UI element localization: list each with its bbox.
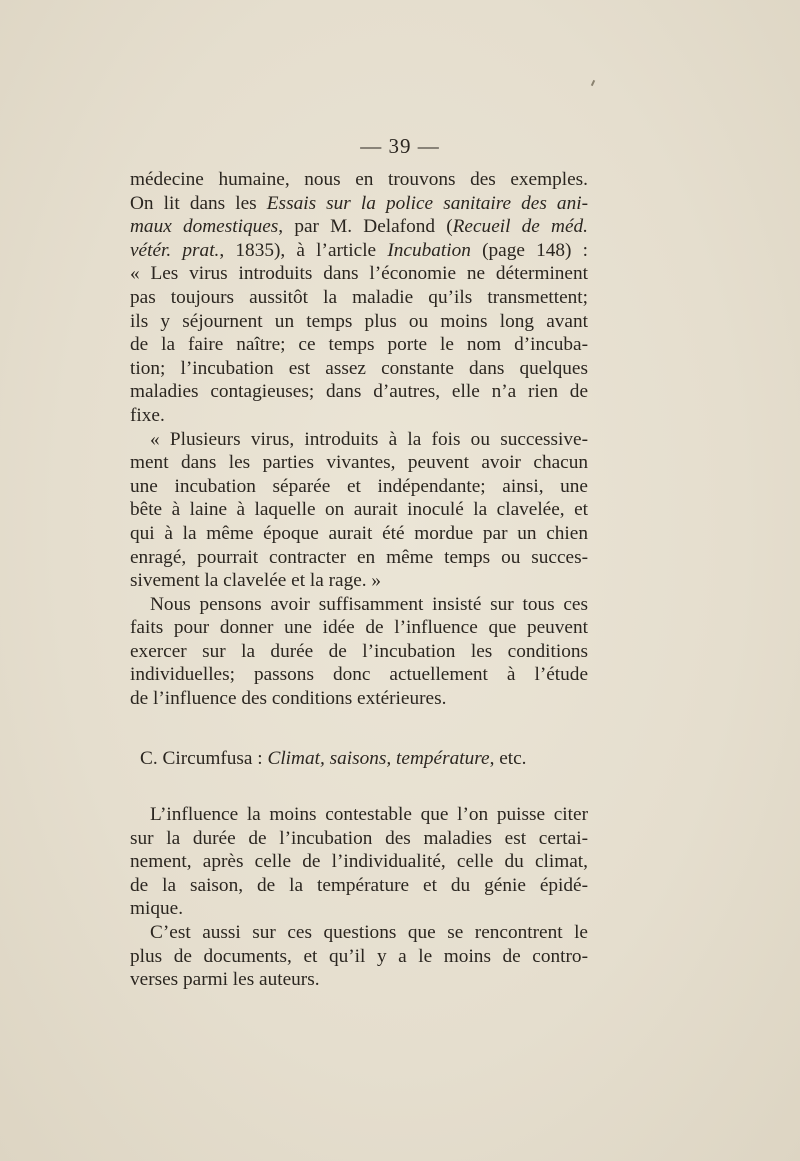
italic-text: Essais sur la police sanitaire des ani- [266,192,588,214]
text-line: sur la durée de l’incubation des maladies est certai- [130,827,588,849]
text-run: , par M. Delafond ( [278,216,453,238]
text-line: qui à la même époque aurait été mordue par un chien [130,522,588,544]
paragraphs-lower [130,803,588,992]
text-line: une incubation séparée et indépendante; ainsi, une [130,475,588,497]
text-line: Nous pensons avoir suffisamment insisté sur tous ces [150,593,588,615]
italic-text: Incubation [387,239,471,261]
text-line: nement, après celle de l’individualité, celle du climat, [130,851,588,873]
text-line: maladies contagieuses; dans d’autres, elle n’a rien de [130,381,588,403]
page-number: — 39 — [360,134,440,158]
section-heading [140,748,527,770]
text-line: pas toujours aussitôt la maladie qu’ils transmettent; [130,286,588,308]
text-line: plus de documents, et qu’il y a le moins de contro- [130,945,588,967]
text-line [130,215,588,239]
text-line: de la saison, de la température et du génie épidé- [130,874,588,896]
text-line: verses parmi les auteurs. [130,969,320,991]
text-run: (page 148) : [470,239,588,261]
italic-text: Recueil de méd. [452,216,588,238]
text-run: On lit dans les [130,192,267,214]
text-line: ment dans les parties vivantes, peuvent avoir chacun [130,452,588,474]
italic-text: maux domestiques [130,216,279,238]
text-line: « Les virus introduits dans l’économie ne déterminent [130,263,588,285]
text-line: bête à laine à laquelle on aurait inoculé la clavelée, et [130,499,588,521]
text-line: mique. [130,898,184,920]
text-line: fixe. [130,404,165,426]
heading-italic: Climat, saisons, température [267,748,490,769]
text-line: de la faire naître; ce temps porte le nom d’incuba- [130,334,588,356]
text-line: ils y séjournent un temps plus ou moins long avant [130,310,588,332]
text-line: « Plusieurs virus, introduits à la fois ou successive- [150,428,588,450]
text-line: individuelles; passons donc actuellement à l’étude [130,664,588,686]
text-line [130,192,588,216]
text-line: sivement la clavelée et la rage. » [130,570,382,592]
text-line: exercer sur la durée de l’incubation les conditions [130,640,588,662]
paragraphs-upper [130,168,588,711]
text-line: L’influence la moins contestable que l’on puisse citer [150,804,588,825]
text-line: C’est aussi sur ces questions que se rencontrent le [150,921,588,943]
text-run: , 1835), à l’article [219,239,388,261]
heading-suffix: , etc. [489,748,527,769]
text-line [130,239,588,263]
text-line: tion; l’incubation est assez constante dans quelques [130,357,588,379]
italic-text: vétér. prat. [130,239,220,261]
text-line: médecine humaine, nous en trouvons des exemples. [130,169,588,190]
stray-mark [591,80,595,86]
heading-prefix: C. Circumfusa : [140,748,268,769]
text-line: de l’influence des conditions extérieures. [130,688,447,710]
text-line: faits pour donner une idée de l’influence que peuvent [130,617,588,639]
text-line: enragé, pourrait contracter en même temps ou succes- [130,546,588,568]
